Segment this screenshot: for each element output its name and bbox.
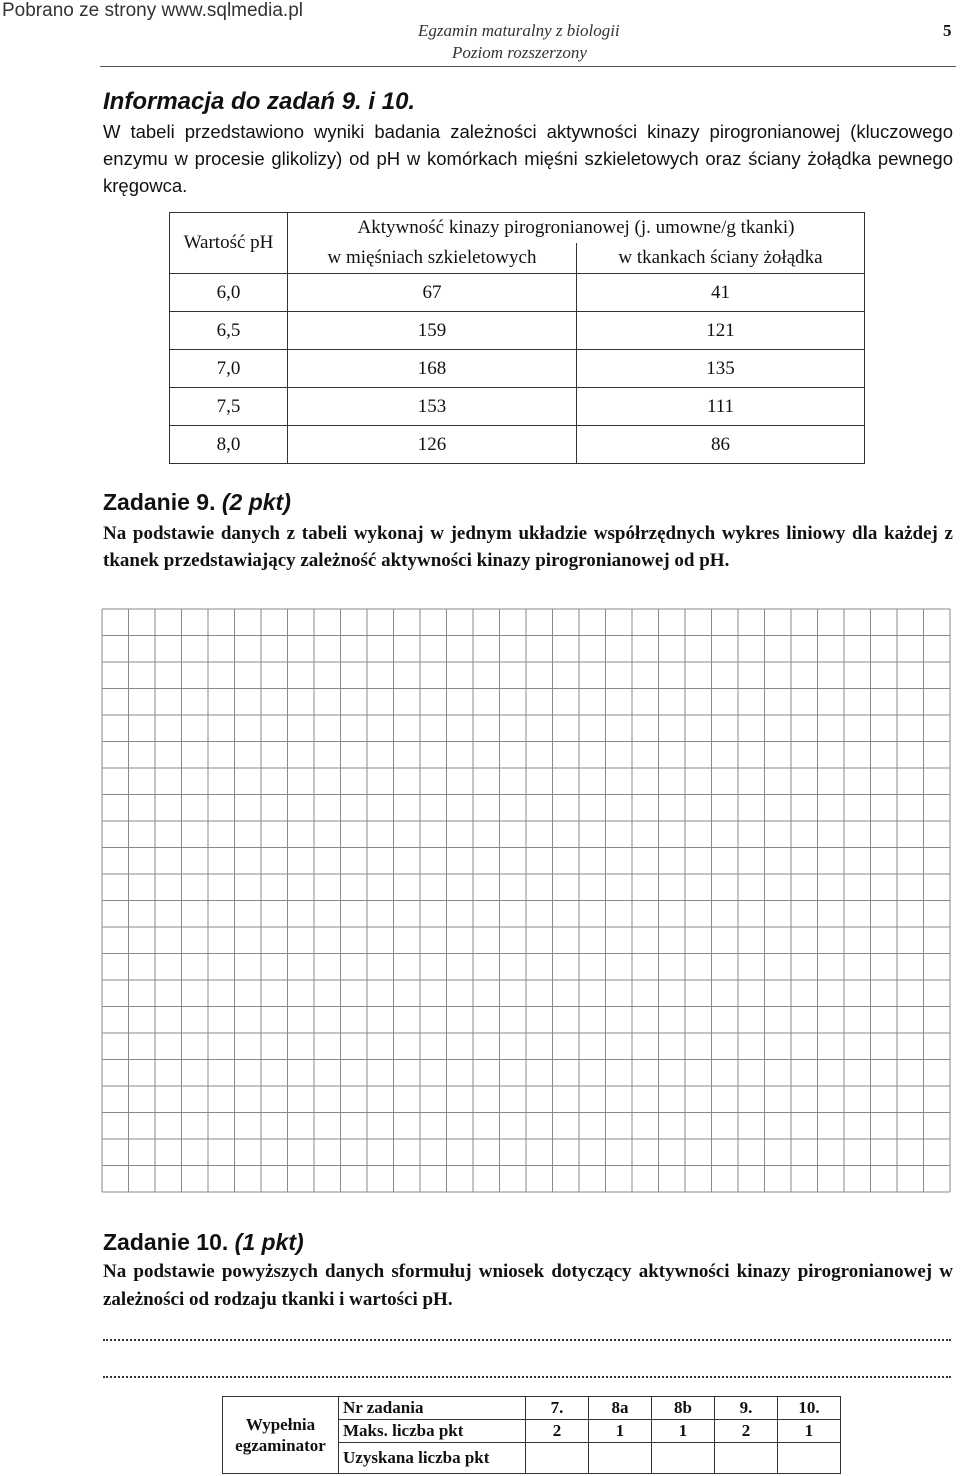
stomach-cell: 135 [577, 350, 865, 388]
task-number-cell: 7. [526, 1397, 589, 1420]
answer-line[interactable] [103, 1339, 951, 1342]
table-row [170, 312, 865, 350]
table-row [170, 388, 865, 426]
task-number-cell: 9. [715, 1397, 778, 1420]
task10-title: Zadanie 10. [103, 1229, 229, 1255]
task-number-cell: 8a [589, 1397, 652, 1420]
muscle-cell: 126 [288, 426, 577, 464]
max-points-cell: 2 [715, 1420, 778, 1443]
answer-line[interactable] [103, 1376, 951, 1379]
header-divider [100, 66, 956, 67]
task10-heading [103, 1229, 304, 1256]
max-points-cell: 1 [652, 1420, 715, 1443]
muscle-column-header: w mięśniach szkieletowych [288, 243, 577, 274]
earned-points-cell[interactable] [778, 1443, 841, 1474]
muscle-cell: 159 [288, 312, 577, 350]
muscle-cell: 153 [288, 388, 577, 426]
max-points-label: Maks. liczba pkt [339, 1420, 526, 1443]
task10-text: Na podstawie powyższych danych sformułuj wniosek dotyczący aktywności kinazy pirogronianowej w zależności od rodzaju tkanki i wartości pH. [103, 1261, 953, 1310]
task-number-cell: 10. [778, 1397, 841, 1420]
task9-points: (2 pkt) [221, 489, 291, 515]
task9-heading [103, 489, 291, 516]
table-row [170, 426, 865, 464]
max-points-cell: 1 [778, 1420, 841, 1443]
stomach-column-header: w tkankach ściany żołądka [577, 243, 865, 274]
source-watermark: Pobrano ze strony www.sqlmedia.pl [2, 0, 303, 21]
scoring-table [222, 1396, 841, 1474]
task-number-cell: 8b [652, 1397, 715, 1420]
muscle-cell: 67 [288, 274, 577, 312]
info-title: Informacja do zadań 9. i 10. [103, 88, 416, 115]
earned-points-cell[interactable] [589, 1443, 652, 1474]
table-row [170, 350, 865, 388]
earned-points-cell[interactable] [652, 1443, 715, 1474]
page-number: 5 [943, 21, 952, 40]
ph-header: Wartość pH [170, 213, 288, 274]
max-points-cell: 1 [589, 1420, 652, 1443]
filled-by-examiner-label: Wypełnia egzaminator [223, 1397, 339, 1474]
earned-points-cell[interactable] [526, 1443, 589, 1474]
ph-cell: 7,0 [170, 350, 288, 388]
info-text: W tabeli przedstawiono wyniki badania zależności aktywności kinazy pirogronianowej (kluczowego enzymu w procesie glikolizy) od pH w komórkach mięśni szkieletowych oraz ściany żołądka pewnego kręgowca. [103, 121, 953, 196]
activity-header: Aktywność kinazy pirogronianowej (j. umowne/g tkanki) [288, 213, 865, 244]
answer-grid[interactable] [101, 608, 953, 1200]
muscle-cell: 168 [288, 350, 577, 388]
data-table [169, 212, 865, 464]
task10-points: (1 pkt) [234, 1229, 304, 1255]
ph-cell: 8,0 [170, 426, 288, 464]
ph-cell: 6,0 [170, 274, 288, 312]
ph-cell: 7,5 [170, 388, 288, 426]
exam-header-level: Poziom rozszerzony [452, 43, 587, 62]
earned-points-label: Uzyskana liczba pkt [339, 1443, 526, 1474]
task9-title: Zadanie 9. [103, 489, 216, 515]
task-number-label: Nr zadania [339, 1397, 526, 1420]
stomach-cell: 111 [577, 388, 865, 426]
stomach-cell: 121 [577, 312, 865, 350]
stomach-cell: 41 [577, 274, 865, 312]
earned-points-cell[interactable] [715, 1443, 778, 1474]
ph-cell: 6,5 [170, 312, 288, 350]
exam-header-title: Egzamin maturalny z biologii [418, 21, 620, 40]
task9-text: Na podstawie danych z tabeli wykonaj w jednym układzie współrzędnych wykres liniowy dla każdej z tkanek przedstawiający zależność aktywności kinazy pirogronianowej od pH. [103, 523, 953, 571]
table-row [170, 274, 865, 312]
max-points-cell: 2 [526, 1420, 589, 1443]
stomach-cell: 86 [577, 426, 865, 464]
